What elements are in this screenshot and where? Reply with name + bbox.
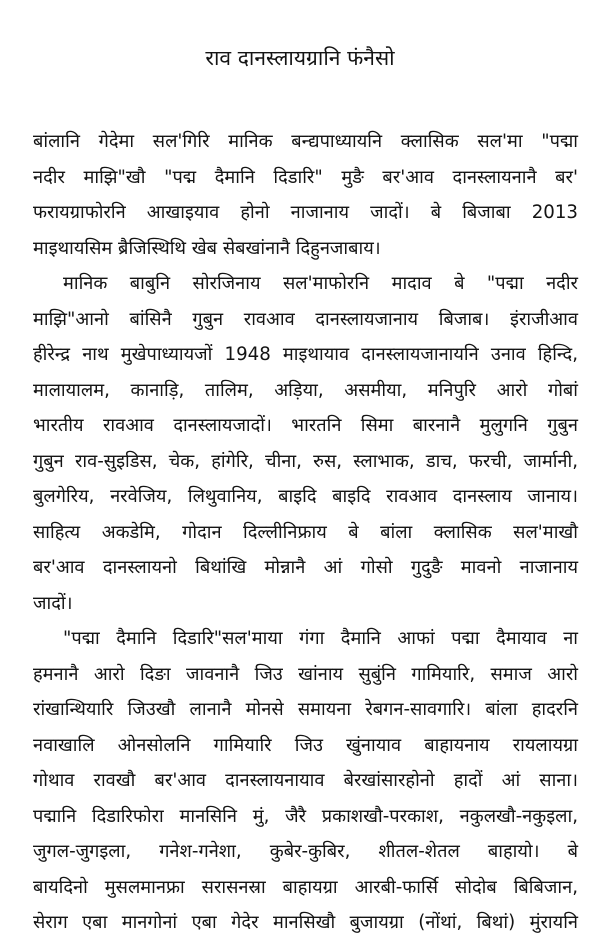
text-line: सेराग एबा मानगोनां एबा गेदेर मानसिखौ बुजायग्रा (नोंथां, बिथां) मुंरायनि [33, 912, 578, 933]
body-text [33, 124, 578, 941]
paragraph-3 [33, 621, 578, 941]
text-line: गोथाव रावखौ बर'आव दानस्लायनायाव बेरखांसारहोनो हादों आं साना। [33, 770, 578, 791]
text-line: जुगल-जुगइला, गनेश-गनेशा, कुबेर-कुबिर, शीतल-शेतल बाहायो। बे [33, 841, 578, 862]
paragraph-2 [33, 266, 578, 621]
text-line: मानिक बाबुनि सोरजिनाय सल'माफोरनि मादाव बे "पद्मा नदीर [63, 273, 578, 294]
text-line: बुलगेरिय, नरवेजिय, लिथुवानिय, बाइदि बाइदि रावआव दानस्लाय जानाय। [33, 486, 578, 507]
text-line: बर'आव दानस्लायनो बिथांखि मोन्नानै आं गोसो गुदुङै मावनो नाजानाय [33, 557, 578, 578]
text-line: जादों। [33, 592, 73, 614]
text-line: फरायग्राफोरनि आखाइयाव होनो नाजानाय जादों। बे बिजाबा 2013 [33, 202, 578, 223]
text-line: हमनानै आरो दिङा जावनानै जिउ खांनाय सुबुंनि गामियारि, समाज आरो [33, 663, 578, 685]
text-line: माझि"आनो बांसिनै गुबुन रावआव दानस्लायजानाय बिजाब। इंराजीआव [33, 308, 578, 330]
text-line: हीरेन्द्र नाथ मुखेपाध्यायजों 1948 माइथायाव दानस्लायजानायनि उनाव हिन्दि, [33, 344, 578, 365]
text-line: रांखान्थियारि जिउखौ लानानै मोनसे समायना रेबगन-सावगारि। बांला हादरनि [33, 699, 578, 720]
text-line: पद्मानि दिडारिफोरा मानसिनि मुं, जैरै प्रकाशखौ-परकाश, नकुलखौ-नकुइला, [33, 805, 578, 827]
text-line: नदीर माझि"खौ "पद्म दैमानि दिडारि" मुङै बर'आव दानस्लायनानै बर' [33, 166, 578, 188]
text-line: गुबुन राव-सुइडिस, चेक, हांगेरि, चीना, रुस, स्लाभाक, डाच, फरची, जार्मानी, [33, 450, 578, 472]
page-title: राव दानस्लायग्रानि फंनैसो [205, 46, 395, 70]
text-line: भारतीय रावआव दानस्लायजादों। भारतनि सिमा बारनानै मुलुगनि गुबुन [33, 415, 578, 436]
text-line: माइथायसिम ब्रैजिस्थिथि खेब सेबखांनानै दिहुनजाबाय। [33, 237, 381, 259]
text-line: मालायालम, कानाड़ि, तालिम, अड़िया, असमीया, मनिपुरि आरो गोबां [33, 379, 578, 401]
text-line: नवाखालि ओनसोलनि गामियारि जिउ खुंनायाव बाहायनाय रायलायग्रा [33, 734, 578, 756]
text-line: "पद्मा दैमानि दिडारि"सल'माया गंगा दैमानि आफां पद्मा दैमायाव ना [63, 628, 578, 649]
text-line: साहित्य अकडेमि, गोदान दिल्लीनिफ्राय बे बांला क्लासिक सल'माखौ [33, 521, 578, 543]
text-line: बांलानि गेदेमा सल'गिरि मानिक बन्द्यपाध्यायनि क्लासिक सल'मा "पद्मा [33, 131, 578, 152]
text-line: बायदिनो मुसलमानफ्रा सरासनस्रा बाहायग्रा आरबी-फार्सि सोदोब बिबिजान, [33, 876, 578, 898]
paragraph-1 [33, 124, 578, 266]
